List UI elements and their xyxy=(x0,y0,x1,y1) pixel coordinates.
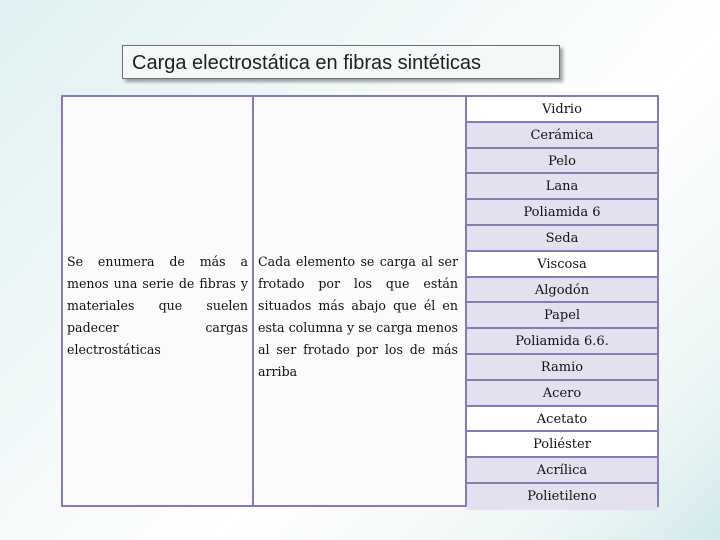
description-column-left xyxy=(63,97,254,505)
description-right: Cada elemento se carga al ser frotado por los que están situados más abajo que él en esta columna y se carga menos al ser frotado por los de más arriba xyxy=(258,254,458,379)
material-row: Ramio xyxy=(467,355,657,381)
triboelectric-table xyxy=(61,95,659,507)
material-row: Viscosa xyxy=(467,252,657,278)
material-row: Acero xyxy=(467,381,657,407)
material-row: Vidrio xyxy=(467,97,657,123)
materials-column xyxy=(467,97,657,505)
material-row: Acetato xyxy=(467,407,657,433)
description-left: Se enumera de más a menos una serie de fibras y materiales que suelen padecer cargas electrostáticas xyxy=(67,254,248,357)
material-row: Seda xyxy=(467,226,657,252)
material-row: Acrílica xyxy=(467,458,657,484)
material-row: Pelo xyxy=(467,149,657,175)
material-row: Papel xyxy=(467,303,657,329)
material-row: Poliamida 6.6. xyxy=(467,329,657,355)
material-row: Algodón xyxy=(467,278,657,304)
material-row: Cerámica xyxy=(467,123,657,149)
material-row: Polietileno xyxy=(467,484,657,510)
material-row: Lana xyxy=(467,174,657,200)
material-row: Poliéster xyxy=(467,432,657,458)
description-column-right xyxy=(254,97,467,505)
material-row: Poliamida 6 xyxy=(467,200,657,226)
slide-title: Carga electrostática en fibras sintéticas xyxy=(122,45,560,79)
